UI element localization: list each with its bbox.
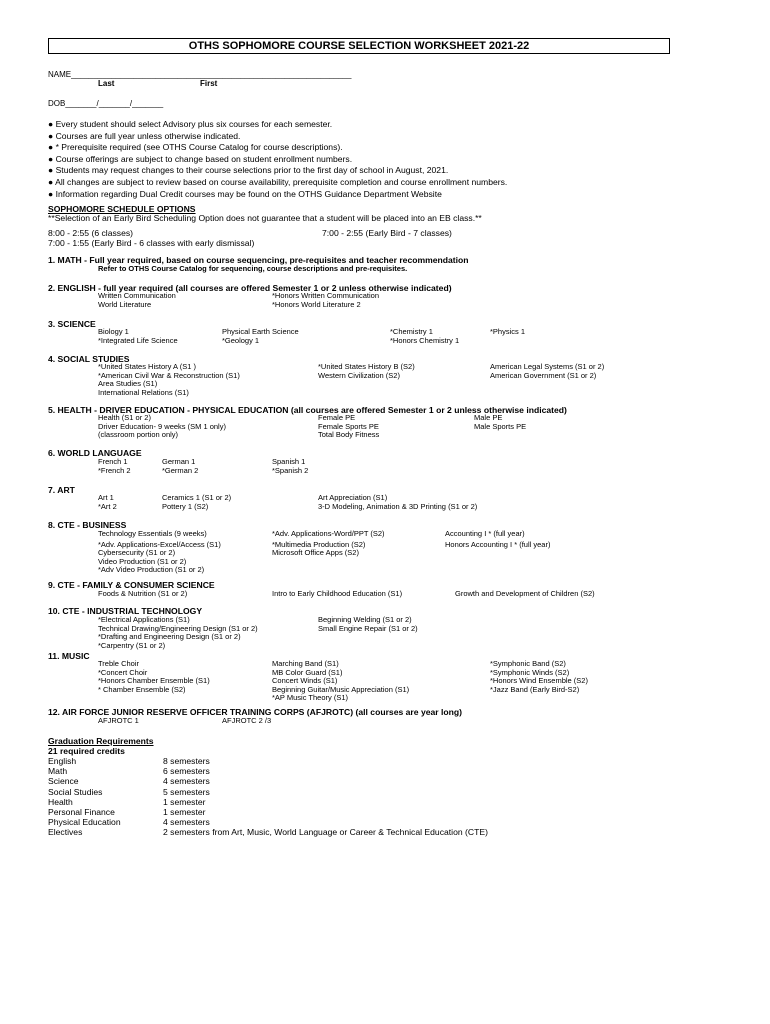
course-item: *Physics 1 bbox=[490, 327, 526, 336]
business-col-1 bbox=[98, 530, 221, 575]
course-item: Technical Drawing/Engineering Design (S1 or 2) bbox=[98, 623, 258, 633]
course-item: *Carpentry (S1 or 2) bbox=[98, 640, 166, 650]
social-studies-col-2 bbox=[318, 363, 415, 380]
music-col-1 bbox=[98, 660, 210, 694]
course-item: Art 1 bbox=[98, 493, 114, 502]
course-item: World Literature bbox=[98, 299, 152, 309]
world-language-col-1 bbox=[98, 458, 131, 475]
course-item: Microsoft Office Apps (S2) bbox=[272, 548, 359, 558]
course-item: *Geology 1 bbox=[222, 335, 260, 345]
section-world-language-heading: 6. WORLD LANGUAGE bbox=[48, 448, 142, 458]
english-col-1 bbox=[98, 292, 176, 309]
schedule-option-1: 8:00 - 2:55 (6 classes) bbox=[48, 228, 134, 238]
list-item: ● * Prerequisite required (see OTHS Course Catalog for course descriptions). bbox=[48, 142, 343, 153]
course-item: Intro to Early Childhood Education (S1) bbox=[272, 589, 403, 598]
course-item: *Multimedia Production (S2) bbox=[272, 539, 366, 549]
course-item: Male PE bbox=[474, 413, 503, 422]
course-item: *Honors Wind Ensemble (S2) bbox=[490, 676, 588, 686]
list-item: ● Information regarding Dual Credit courses may be found on the OTHS Guidance Department Website bbox=[48, 188, 442, 199]
course-item: *German 2 bbox=[162, 465, 199, 475]
course-item: Total Body Fitness bbox=[318, 430, 380, 440]
course-item: *AP Music Theory (S1) bbox=[272, 693, 348, 703]
science-col-1 bbox=[98, 328, 178, 345]
course-item: (classroom portion only) bbox=[98, 430, 179, 440]
course-item: Cybersecurity (S1 or 2) bbox=[98, 548, 176, 558]
table-row: English bbox=[48, 756, 77, 766]
course-item: Accounting I * (full year) bbox=[445, 529, 525, 538]
section-art-heading: 7. ART bbox=[48, 485, 75, 495]
course-item: *Honors World Literature 2 bbox=[272, 299, 361, 309]
course-item: *Adv. Applications-Excel/Access (S1) bbox=[98, 539, 221, 549]
course-item: Ceramics 1 (S1 or 2) bbox=[162, 493, 232, 502]
health-pe-col-2 bbox=[318, 414, 379, 440]
course-item: Beginning Welding (S1 or 2) bbox=[318, 615, 412, 624]
table-row: Math bbox=[48, 766, 68, 777]
table-row: 6 semesters bbox=[163, 766, 210, 777]
course-item: Biology 1 bbox=[98, 327, 129, 336]
table-row: Science bbox=[48, 776, 79, 787]
course-item: Beginning Guitar/Music Appreciation (S1) bbox=[272, 684, 410, 694]
course-item: *Drafting and Engineering Design (S1 or 2) bbox=[98, 632, 241, 642]
table-row: Physical Education bbox=[48, 817, 121, 828]
section-health-pe-heading: 5. HEALTH - DRIVER EDUCATION - PHYSICAL EDUCATION (all courses are offered Semester 1 or 2 unless otherwise indicated) bbox=[48, 405, 567, 415]
list-item: ● Courses are full year unless otherwise indicated. bbox=[48, 130, 241, 141]
section-math-heading: 1. MATH - Full year required, based on course sequencing, pre-requisites and teacher recommendation bbox=[48, 255, 469, 265]
course-item: Western Civilization (S2) bbox=[318, 370, 400, 380]
schedule-note: **Selection of an Early Bird Scheduling Option does not guarantee that a student will be placed into an EB class.** bbox=[48, 213, 482, 223]
science-col-3 bbox=[390, 328, 459, 345]
section-fcs-heading: 9. CTE - FAMILY & CONSUMER SCIENCE bbox=[48, 580, 215, 590]
course-item: Health (S1 or 2) bbox=[98, 413, 151, 422]
course-item: German 1 bbox=[162, 457, 196, 466]
course-item: Video Production (S1 or 2) bbox=[98, 556, 187, 566]
table-row: 1 semester bbox=[163, 807, 206, 818]
industrial-tech-col-1 bbox=[98, 616, 258, 650]
table-row: Social Studies bbox=[48, 786, 103, 797]
course-item: American Government (S1 or 2) bbox=[490, 370, 597, 380]
music-col-2 bbox=[272, 660, 409, 703]
health-pe-col-3 bbox=[474, 414, 526, 431]
section-music-heading: 11. MUSIC bbox=[48, 651, 90, 661]
english-col-2 bbox=[272, 292, 379, 309]
section-english-heading: 2. ENGLISH - full year required (all courses are offered Semester 1 or 2 unless otherwise indicated) bbox=[48, 283, 452, 293]
health-pe-col-1 bbox=[98, 414, 226, 440]
table-row: Electives bbox=[48, 827, 83, 838]
graduation-heading: Graduation Requirements bbox=[48, 736, 154, 746]
schedule-option-3: 7:00 - 1:55 (Early Bird - 6 classes with early dismissal) bbox=[48, 238, 255, 248]
list-item: ● Students may request changes to their course selections prior to the first day of school in August, 2021. bbox=[48, 165, 449, 176]
table-row: 4 semesters bbox=[163, 776, 210, 787]
course-item: *French 2 bbox=[98, 465, 131, 475]
course-item: Small Engine Repair (S1 or 2) bbox=[318, 623, 418, 633]
course-item: Female PE bbox=[318, 413, 356, 422]
course-item: Honors Accounting I * (full year) bbox=[445, 539, 551, 549]
art-col-1 bbox=[98, 494, 117, 511]
list-item: ● Every student should select Advisory plus six courses for each semester. bbox=[48, 119, 333, 129]
course-item: *Adv. Applications-Word/PPT (S2) bbox=[272, 529, 385, 538]
course-item: AFJROTC 2 /3 bbox=[222, 716, 272, 725]
course-item: * Chamber Ensemble (S2) bbox=[98, 684, 186, 694]
course-item: Female Sports PE bbox=[318, 421, 379, 431]
course-item: *Jazz Band (Early Bird-S2) bbox=[490, 684, 580, 694]
course-item: Spanish 1 bbox=[272, 457, 306, 466]
world-language-col-3 bbox=[272, 458, 308, 475]
course-item: Treble Choir bbox=[98, 659, 139, 668]
course-item: Foods & Nutrition (S1 or 2) bbox=[98, 589, 188, 598]
world-language-col-2 bbox=[162, 458, 198, 475]
table-row: Personal Finance bbox=[48, 807, 115, 818]
course-item: *Spanish 2 bbox=[272, 465, 309, 475]
course-item: *Honors Chemistry 1 bbox=[390, 335, 460, 345]
course-item: Area Studies (S1) bbox=[98, 379, 158, 389]
course-item: Art Appreciation (S1) bbox=[318, 493, 388, 502]
course-item: *Concert Choir bbox=[98, 667, 148, 677]
course-item: MB Color Guard (S1) bbox=[272, 667, 343, 677]
music-col-3 bbox=[490, 660, 588, 694]
schedule-heading: SOPHOMORE SCHEDULE OPTIONS bbox=[48, 204, 196, 214]
section-business-heading: 8. CTE - BUSINESS bbox=[48, 520, 127, 530]
table-row: 4 semesters bbox=[163, 817, 210, 828]
course-item: *Chemistry 1 bbox=[390, 327, 433, 336]
course-item: Pottery 1 (S2) bbox=[162, 501, 209, 511]
last-name-label: Last bbox=[98, 79, 115, 88]
course-item: Driver Education- 9 weeks (SM 1 only) bbox=[98, 421, 226, 431]
table-row: 8 semesters bbox=[163, 756, 210, 766]
instructions-list bbox=[48, 119, 507, 200]
course-item: *Symphonic Band (S2) bbox=[490, 659, 566, 668]
section-industrial-tech-heading: 10. CTE - INDUSTRIAL TECHNOLOGY bbox=[48, 606, 203, 616]
course-item: *Honors Chamber Ensemble (S1) bbox=[98, 676, 210, 686]
course-item: *Adv Video Production (S1 or 2) bbox=[98, 565, 205, 575]
course-item: International Relations (S1) bbox=[98, 387, 189, 397]
course-item: *Honors Written Communication bbox=[272, 291, 379, 300]
graduation-subheading: 21 required credits bbox=[48, 746, 125, 756]
course-item: Growth and Development of Children (S2) bbox=[455, 589, 595, 598]
section-science-heading: 3. SCIENCE bbox=[48, 319, 96, 329]
course-item: Physical Earth Science bbox=[222, 327, 299, 336]
art-col-2 bbox=[162, 494, 231, 511]
table-row: 2 semesters from Art, Music, World Language or Career & Technical Education (CTE) bbox=[163, 827, 488, 838]
business-col-3 bbox=[445, 530, 550, 549]
table-row: 1 semester bbox=[163, 796, 206, 807]
course-item: Male Sports PE bbox=[474, 421, 527, 431]
graduation-subjects bbox=[48, 756, 121, 838]
course-item: *Electrical Applications (S1) bbox=[98, 615, 190, 624]
course-item: Marching Band (S1) bbox=[272, 659, 339, 668]
course-item: *United States History B (S2) bbox=[318, 362, 415, 371]
course-item: 3-D Modeling, Animation & 3D Printing (S1 or 2) bbox=[318, 501, 478, 511]
social-studies-col-1 bbox=[98, 363, 240, 397]
dob-field[interactable]: DOB_______/_______/_______ bbox=[48, 99, 164, 108]
science-col-4 bbox=[490, 328, 525, 337]
section-afjrotc-heading: 12. AIR FORCE JUNIOR RESERVE OFFICER TRAINING CORPS (AFJROTC) (all courses are year long) bbox=[48, 707, 463, 717]
list-item: ● Course offerings are subject to change based on student enrollment numbers. bbox=[48, 153, 353, 164]
course-item: Written Communication bbox=[98, 291, 176, 300]
course-item: *American Civil War & Reconstruction (S1) bbox=[98, 370, 240, 380]
list-item: ● All changes are subject to review based on course availability, prerequisite completion and course enrollment numbers. bbox=[48, 176, 508, 187]
course-item: American Legal Systems (S1 or 2) bbox=[490, 362, 605, 371]
worksheet-title: OTHS SOPHOMORE COURSE SELECTION WORKSHEET 2021-22 bbox=[48, 38, 670, 54]
section-math-note: Refer to OTHS Course Catalog for sequencing, course descriptions and pre-requisites. bbox=[98, 264, 408, 273]
course-item: *Art 2 bbox=[98, 501, 117, 511]
course-item: French 1 bbox=[98, 457, 128, 466]
course-item: Technology Essentials (9 weeks) bbox=[98, 529, 207, 538]
table-row: 5 semesters bbox=[163, 786, 210, 797]
schedule-option-2: 7:00 - 2:55 (Early Bird - 7 classes) bbox=[322, 228, 452, 238]
science-col-2 bbox=[222, 328, 299, 345]
business-col-2 bbox=[272, 530, 385, 558]
name-field[interactable]: NAME_______________________________________________________________ bbox=[48, 70, 352, 79]
social-studies-col-3 bbox=[490, 363, 604, 380]
course-item: *United States History A (S1 ) bbox=[98, 362, 196, 371]
industrial-tech-col-2 bbox=[318, 616, 418, 633]
first-name-label: First bbox=[200, 79, 218, 88]
table-row: Health bbox=[48, 796, 73, 807]
course-item: Concert Winds (S1) bbox=[272, 676, 338, 686]
section-social-studies-heading: 4. SOCIAL STUDIES bbox=[48, 354, 130, 364]
course-item: *Symphonic Winds (S2) bbox=[490, 667, 570, 677]
course-item: *Integrated Life Science bbox=[98, 335, 178, 345]
graduation-requirements bbox=[163, 756, 488, 838]
art-col-3 bbox=[318, 494, 477, 511]
course-item: AFJROTC 1 bbox=[98, 716, 139, 725]
